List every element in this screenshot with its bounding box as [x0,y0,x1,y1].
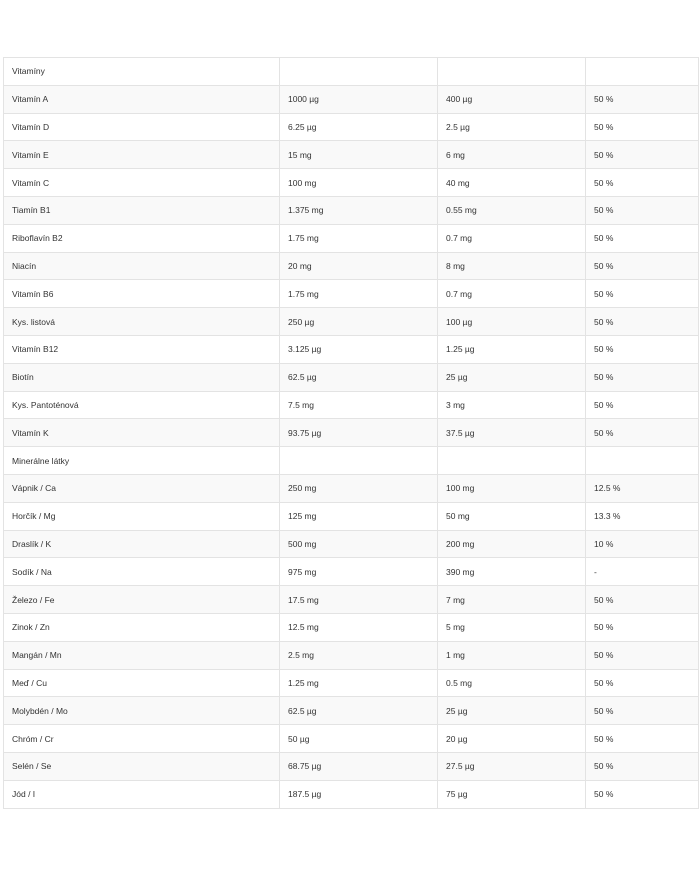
reference-intake-cell: 50 % [586,586,699,614]
reference-intake-cell [586,447,699,475]
reference-intake-cell: 50 % [586,780,699,808]
amount-per-portion-cell: 100 µg [438,308,586,336]
reference-intake-cell: 50 % [586,169,699,197]
nutrient-name-cell: Biotín [4,363,280,391]
amount-cell: 975 mg [280,558,438,586]
table-row [4,308,699,336]
amount-per-portion-cell: 50 mg [438,502,586,530]
nutrient-name-cell: Vitamín B6 [4,280,280,308]
table-row [4,558,699,586]
nutrient-name-cell: Kys. Pantoténová [4,391,280,419]
cut-off-footnote [72,808,75,812]
reference-intake-cell: 50 % [586,641,699,669]
amount-per-portion-cell: 390 mg [438,558,586,586]
amount-per-portion-cell: 37.5 µg [438,419,586,447]
nutrient-name-cell: Vitamín K [4,419,280,447]
nutrition-table [3,57,699,809]
nutrient-name-cell: Draslík / K [4,530,280,558]
amount-cell [280,447,438,475]
table-row [4,419,699,447]
reference-intake-cell: 50 % [586,141,699,169]
reference-intake-cell: 50 % [586,308,699,336]
amount-per-portion-cell [438,58,586,86]
nutrient-name-cell: Selén / Se [4,752,280,780]
reference-intake-cell: 50 % [586,196,699,224]
amount-cell: 1000 µg [280,85,438,113]
table-row [4,586,699,614]
table-row [4,780,699,808]
nutrient-name-cell: Vitamín B12 [4,335,280,363]
nutrient-name-cell: Vitamín D [4,113,280,141]
reference-intake-cell: 50 % [586,335,699,363]
reference-intake-cell: - [586,558,699,586]
amount-per-portion-cell: 5 mg [438,613,586,641]
reference-intake-cell: 50 % [586,224,699,252]
nutrient-name-cell: Niacín [4,252,280,280]
nutrient-name-cell: Molybdén / Mo [4,697,280,725]
amount-cell: 250 mg [280,474,438,502]
reference-intake-cell: 50 % [586,391,699,419]
amount-per-portion-cell: 3 mg [438,391,586,419]
nutrient-name-cell: Riboflavín B2 [4,224,280,252]
amount-per-portion-cell: 27.5 µg [438,752,586,780]
nutrient-name-cell: Železo / Fe [4,586,280,614]
section-header-row [4,58,699,86]
table-row [4,141,699,169]
amount-cell: 62.5 µg [280,697,438,725]
amount-cell: 68.75 µg [280,752,438,780]
table-row [4,335,699,363]
amount-cell: 1.25 mg [280,669,438,697]
amount-cell: 93.75 µg [280,419,438,447]
amount-per-portion-cell: 20 µg [438,725,586,753]
nutrient-name-cell: Tiamín B1 [4,196,280,224]
amount-cell: 50 µg [280,725,438,753]
amount-cell: 100 mg [280,169,438,197]
amount-per-portion-cell: 75 µg [438,780,586,808]
nutrient-name-cell: Sodík / Na [4,558,280,586]
reference-intake-cell: 10 % [586,530,699,558]
amount-cell: 2.5 mg [280,641,438,669]
amount-per-portion-cell: 8 mg [438,252,586,280]
table-row [4,613,699,641]
reference-intake-cell: 50 % [586,280,699,308]
amount-cell: 62.5 µg [280,363,438,391]
table-row [4,474,699,502]
nutrient-name-cell: Vitamín E [4,141,280,169]
amount-cell: 125 mg [280,502,438,530]
reference-intake-cell [586,58,699,86]
table-row [4,363,699,391]
amount-per-portion-cell: 1 mg [438,641,586,669]
table-row [4,196,699,224]
table-row [4,252,699,280]
nutrient-name-cell: Chróm / Cr [4,725,280,753]
amount-cell: 12.5 mg [280,613,438,641]
nutrient-name-cell: Zinok / Zn [4,613,280,641]
amount-cell: 17.5 mg [280,586,438,614]
reference-intake-cell: 50 % [586,669,699,697]
amount-per-portion-cell: 0.55 mg [438,196,586,224]
amount-cell: 20 mg [280,252,438,280]
amount-cell: 500 mg [280,530,438,558]
amount-per-portion-cell: 40 mg [438,169,586,197]
amount-per-portion-cell: 1.25 µg [438,335,586,363]
nutrient-name-cell: Jód / I [4,780,280,808]
nutrition-table-container [3,57,698,809]
nutrient-name-cell: Vitamíny [4,58,280,86]
reference-intake-cell: 50 % [586,725,699,753]
table-row [4,530,699,558]
table-row [4,725,699,753]
table-row [4,669,699,697]
amount-per-portion-cell: 0.7 mg [438,280,586,308]
reference-intake-cell: 12.5 % [586,474,699,502]
table-row [4,752,699,780]
amount-per-portion-cell: 2.5 µg [438,113,586,141]
reference-intake-cell: 50 % [586,613,699,641]
amount-cell: 3.125 µg [280,335,438,363]
table-row [4,169,699,197]
amount-per-portion-cell: 7 mg [438,586,586,614]
amount-per-portion-cell: 400 µg [438,85,586,113]
reference-intake-cell: 50 % [586,113,699,141]
amount-cell: 1.75 mg [280,224,438,252]
amount-per-portion-cell: 6 mg [438,141,586,169]
nutrient-name-cell: Vápnik / Ca [4,474,280,502]
table-row [4,113,699,141]
table-row [4,391,699,419]
nutrient-name-cell: Vitamín A [4,85,280,113]
amount-per-portion-cell: 200 mg [438,530,586,558]
nutrient-name-cell: Mangán / Mn [4,641,280,669]
amount-cell: 7.5 mg [280,391,438,419]
amount-cell: 6.25 µg [280,113,438,141]
reference-intake-cell: 50 % [586,252,699,280]
nutrient-name-cell: Vitamín C [4,169,280,197]
section-header-row [4,447,699,475]
table-row [4,502,699,530]
amount-cell: 1.75 mg [280,280,438,308]
table-row [4,697,699,725]
amount-per-portion-cell: 25 µg [438,697,586,725]
amount-cell [280,58,438,86]
amount-per-portion-cell [438,447,586,475]
amount-cell: 250 µg [280,308,438,336]
reference-intake-cell: 50 % [586,85,699,113]
reference-intake-cell: 50 % [586,363,699,391]
nutrition-table-body [4,58,699,809]
reference-intake-cell: 13.3 % [586,502,699,530]
table-row [4,280,699,308]
reference-intake-cell: 50 % [586,419,699,447]
table-row [4,224,699,252]
amount-per-portion-cell: 0.7 mg [438,224,586,252]
reference-intake-cell: 50 % [586,697,699,725]
nutrient-name-cell: Meď / Cu [4,669,280,697]
amount-cell: 187.5 µg [280,780,438,808]
nutrient-name-cell: Minerálne látky [4,447,280,475]
nutrient-name-cell: Kys. listová [4,308,280,336]
table-row [4,641,699,669]
nutrient-name-cell: Horčík / Mg [4,502,280,530]
amount-cell: 15 mg [280,141,438,169]
amount-per-portion-cell: 25 µg [438,363,586,391]
reference-intake-cell: 50 % [586,752,699,780]
amount-per-portion-cell: 0.5 mg [438,669,586,697]
amount-per-portion-cell: 100 mg [438,474,586,502]
table-row [4,85,699,113]
amount-cell: 1.375 mg [280,196,438,224]
